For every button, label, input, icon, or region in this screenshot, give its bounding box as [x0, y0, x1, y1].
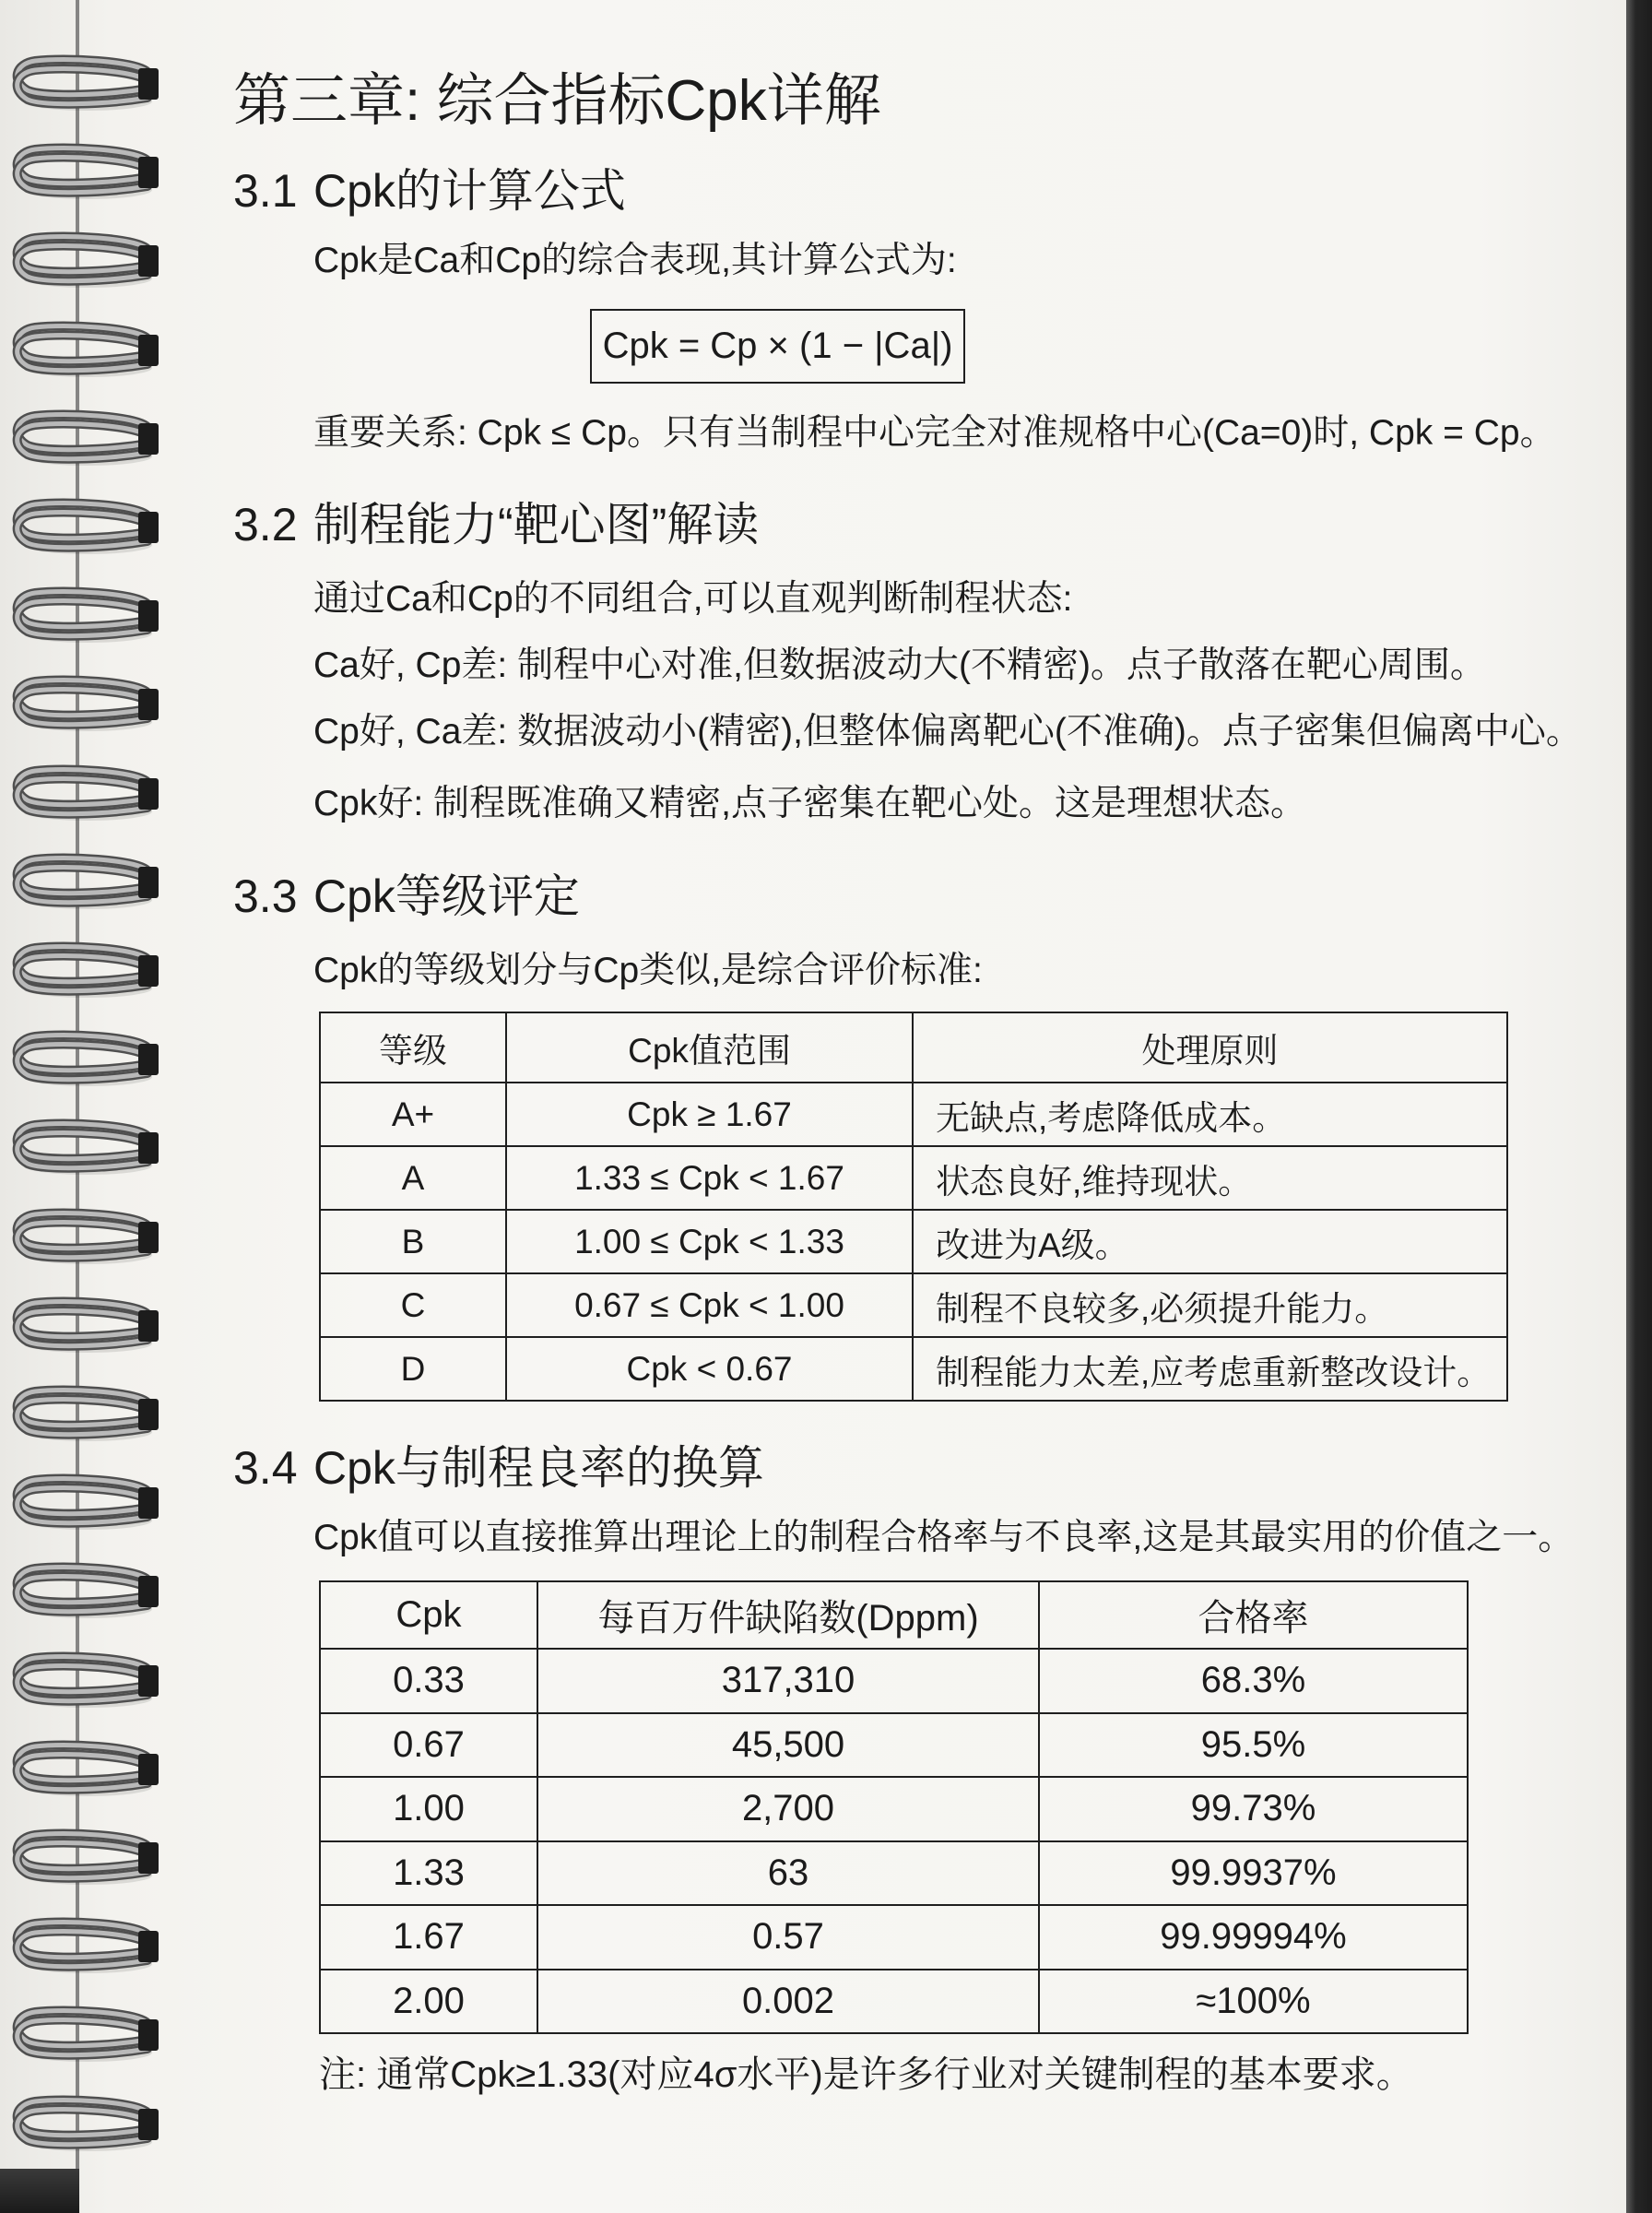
table-row — [320, 1713, 1468, 1778]
spiral-ring — [0, 1999, 175, 2073]
cell-yield: ≈100% — [1039, 1970, 1468, 2034]
spiral-ring — [0, 1379, 175, 1452]
cell-dppm: 0.002 — [537, 1970, 1039, 2034]
section-title: 制程能力“靶心图”解读 — [313, 499, 760, 550]
cell-grade: A+ — [320, 1083, 506, 1146]
spiral-ring — [0, 1645, 175, 1719]
section-3-2-heading — [233, 497, 759, 552]
spiral-ring — [0, 669, 175, 742]
yield-conversion-table — [319, 1580, 1469, 2034]
table-row — [320, 1905, 1468, 1970]
cell-grade: D — [320, 1337, 506, 1401]
table-row — [320, 1777, 1468, 1841]
section-3-1-intro: Cpk是Ca和Cp的综合表现,其计算公式为: — [313, 241, 957, 280]
cell-yield: 68.3% — [1039, 1649, 1468, 1713]
section-title: Cpk的计算公式 — [313, 165, 626, 217]
cell-principle: 改进为A级。 — [913, 1210, 1507, 1273]
cell-range: 0.67 ≤ Cpk < 1.00 — [506, 1273, 913, 1337]
cell-cpk: 0.33 — [320, 1649, 537, 1713]
cell-range: Cpk ≥ 1.67 — [506, 1083, 913, 1146]
target-case-2 — [313, 709, 1582, 755]
section-3-4-intro: Cpk值可以直接推算出理论上的制程合格率与不良率,这是其最实用的价值之一。 — [313, 1518, 1575, 1557]
header-yield: 合格率 — [1039, 1581, 1468, 1649]
cell-cpk: 1.00 — [320, 1777, 537, 1841]
header-grade: 等级 — [320, 1012, 506, 1083]
section-3-1-relation: 重要关系: Cpk ≤ Cp。只有当制程中心完全对准规格中心(Ca=0)时, Cpk = Cp。 — [313, 413, 1556, 453]
cell-cpk: 0.67 — [320, 1713, 537, 1778]
chapter-title: 第三章: 综合指标Cpk详解 — [233, 69, 881, 133]
spiral-ring — [0, 580, 175, 654]
cell-yield: 99.73% — [1039, 1777, 1468, 1841]
case-label: Cpk好: — [313, 784, 424, 823]
cell-principle: 制程不良较多,必须提升能力。 — [913, 1273, 1507, 1337]
cell-yield: 99.9937% — [1039, 1841, 1468, 1906]
header-principle: 处理原则 — [913, 1012, 1507, 1083]
header-cpk: Cpk — [320, 1581, 537, 1649]
case-label: Cp好, Ca差: — [313, 712, 508, 751]
cell-range: Cpk < 0.67 — [506, 1337, 913, 1401]
cell-yield: 99.99994% — [1039, 1905, 1468, 1970]
header-range: Cpk值范围 — [506, 1012, 913, 1083]
case-text: 制程既准确又精密,点子密集在靶心处。这是理想状态。 — [433, 784, 1306, 823]
spiral-ring — [0, 1112, 175, 1186]
spiral-ring — [0, 1467, 175, 1541]
target-case-3 — [313, 781, 1306, 827]
cell-principle: 状态良好,维持现状。 — [913, 1146, 1507, 1210]
spiral-ring — [0, 1822, 175, 1896]
case-text: 数据波动小(精密),但整体偏离靶心(不准确)。点子密集但偏离中心。 — [517, 712, 1582, 751]
spiral-ring — [0, 935, 175, 1009]
cell-cpk: 1.33 — [320, 1841, 537, 1906]
spiral-ring — [0, 491, 175, 565]
section-3-3-intro: Cpk的等级划分与Cp类似,是综合评价标准: — [313, 951, 983, 990]
header-dppm: 每百万件缺陷数(Dppm) — [537, 1581, 1039, 1649]
spiral-ring — [0, 403, 175, 477]
spiral-ring — [0, 1911, 175, 1984]
cell-range: 1.33 ≤ Cpk < 1.67 — [506, 1146, 913, 1210]
back-cover-corner — [0, 2169, 79, 2213]
section-number: 3.2 — [233, 499, 298, 550]
table-header-row — [320, 1581, 1468, 1649]
table-row — [320, 1083, 1507, 1146]
cell-dppm: 45,500 — [537, 1713, 1039, 1778]
section-number: 3.1 — [233, 165, 298, 217]
table-row — [320, 1273, 1507, 1337]
spiral-ring — [0, 314, 175, 388]
spiral-ring — [0, 225, 175, 299]
spiral-ring — [0, 1024, 175, 1097]
spiral-binding — [0, 0, 175, 2213]
cell-range: 1.00 ≤ Cpk < 1.33 — [506, 1210, 913, 1273]
section-3-3-heading — [233, 869, 580, 924]
cpk-formula-box: Cpk = Cp × (1 − |Ca|) — [590, 309, 965, 384]
section-3-4-heading — [233, 1440, 764, 1496]
target-case-1 — [313, 643, 1486, 689]
spiral-ring — [0, 1556, 175, 1629]
section-3-2-intro: 通过Ca和Cp的不同组合,可以直观判断制程状态: — [313, 579, 1073, 619]
spiral-ring — [0, 1290, 175, 1364]
spiral-ring — [0, 2089, 175, 2162]
case-text: 制程中心对准,但数据波动大(不精密)。点子散落在靶心周围。 — [517, 645, 1486, 685]
spiral-ring — [0, 1734, 175, 1807]
cell-yield: 95.5% — [1039, 1713, 1468, 1778]
section-3-1-heading — [233, 163, 626, 219]
cell-dppm: 63 — [537, 1841, 1039, 1906]
cell-dppm: 2,700 — [537, 1777, 1039, 1841]
section-title: Cpk等级评定 — [313, 870, 580, 922]
spiral-ring — [0, 758, 175, 832]
section-number: 3.4 — [233, 1442, 298, 1494]
cell-dppm: 317,310 — [537, 1649, 1039, 1713]
spiral-ring — [0, 136, 175, 210]
table-row — [320, 1841, 1468, 1906]
table-row — [320, 1970, 1468, 2034]
table-row — [320, 1146, 1507, 1210]
cell-grade: A — [320, 1146, 506, 1210]
cell-grade: C — [320, 1273, 506, 1337]
footnote: 注: 通常Cpk≥1.33(对应4σ水平)是许多行业对关键制程的基本要求。 — [319, 2054, 1413, 2095]
section-number: 3.3 — [233, 870, 298, 922]
spiral-ring — [0, 48, 175, 122]
cell-cpk: 2.00 — [320, 1970, 537, 2034]
table-header-row — [320, 1012, 1507, 1083]
table-row — [320, 1210, 1507, 1273]
table-row — [320, 1337, 1507, 1401]
section-title: Cpk与制程良率的换算 — [313, 1442, 764, 1494]
cell-cpk: 1.67 — [320, 1905, 537, 1970]
background-edge — [1626, 0, 1652, 2213]
case-label: Ca好, Cp差: — [313, 645, 508, 685]
cell-grade: B — [320, 1210, 506, 1273]
cell-principle: 无缺点,考虑降低成本。 — [913, 1083, 1507, 1146]
cell-dppm: 0.57 — [537, 1905, 1039, 1970]
spiral-ring — [0, 846, 175, 920]
grade-table — [319, 1012, 1508, 1402]
cell-principle: 制程能力太差,应考虑重新整改设计。 — [913, 1337, 1507, 1401]
spiral-ring — [0, 1201, 175, 1275]
table-row — [320, 1649, 1468, 1713]
